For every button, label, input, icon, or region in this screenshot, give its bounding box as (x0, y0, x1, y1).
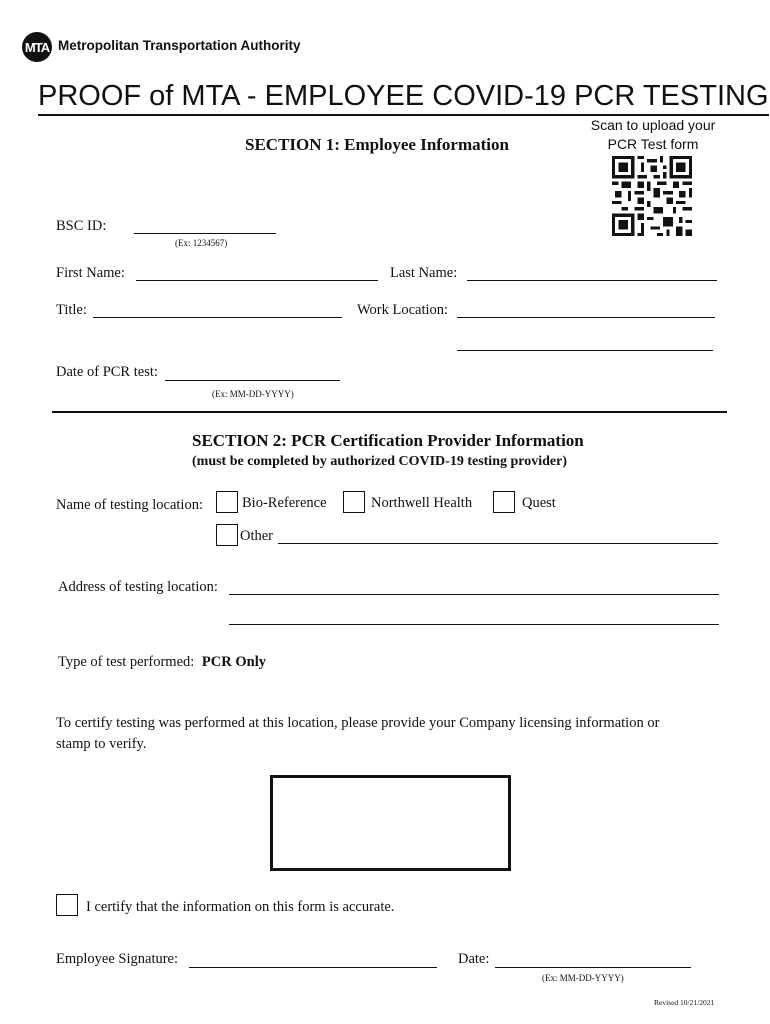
northwell-health-checkbox[interactable] (343, 491, 365, 513)
signature-field[interactable] (189, 967, 437, 968)
qr-caption-line2: PCR Test form (607, 136, 699, 152)
pcr-date-field[interactable] (165, 380, 340, 381)
bsc-id-label: BSC ID: (56, 218, 107, 234)
last-name-field[interactable] (467, 280, 717, 281)
title-label: Title: (56, 302, 87, 318)
mta-logo: MTA (22, 32, 52, 62)
organization-name: Metropolitan Transportation Authority (58, 38, 301, 53)
work-location-field[interactable] (457, 317, 715, 318)
other-label: Other (240, 528, 274, 544)
signature-label: Employee Signature: (56, 951, 179, 967)
form-title: PROOF of MTA - EMPLOYEE COVID-19 PCR TESTING (38, 80, 769, 116)
date-field[interactable] (495, 967, 691, 968)
address-field-line2[interactable] (229, 624, 719, 625)
accuracy-statement: I certify that the information on this form is accurate. (86, 899, 395, 915)
bio-reference-label: Bio-Reference (242, 495, 327, 511)
test-type-label (58, 654, 266, 671)
work-location-label: Work Location: (357, 302, 449, 318)
first-name-field[interactable] (136, 280, 378, 281)
first-name-label: First Name: (56, 265, 125, 281)
title-field[interactable] (93, 317, 342, 318)
section2-heading: SECTION 2: PCR Certification Provider Information (192, 431, 584, 450)
revised-date: Revised 10/21/2021 (654, 998, 715, 1007)
stamp-box[interactable] (270, 775, 511, 871)
bio-reference-checkbox[interactable] (216, 491, 238, 513)
other-field[interactable] (278, 543, 718, 544)
date-hint: (Ex: MM-DD-YYYY) (542, 973, 624, 983)
quest-checkbox[interactable] (493, 491, 515, 513)
accuracy-checkbox[interactable] (56, 894, 78, 916)
pcr-date-hint: (Ex: MM-DD-YYYY) (212, 389, 294, 399)
test-type-label-text: Type of test performed: (58, 654, 195, 670)
qr-code-icon[interactable] (612, 156, 692, 236)
address-field[interactable] (229, 594, 719, 595)
work-location-field-line2[interactable] (457, 350, 713, 351)
certify-instructions (56, 713, 736, 755)
bsc-id-hint: (Ex: 1234567) (175, 238, 228, 248)
quest-label: Quest (522, 495, 556, 511)
certify-instructions-line2: stamp to verify. (56, 736, 147, 752)
last-name-label: Last Name: (390, 265, 458, 281)
pcr-date-label: Date of PCR test: (56, 364, 158, 380)
qr-caption-line1: Scan to upload your (590, 117, 716, 133)
date-label: Date: (458, 951, 490, 967)
section2-subheading: (must be completed by authorized COVID-19 testing provider) (192, 454, 567, 469)
section-divider (52, 411, 727, 413)
certify-instructions-line1: To certify testing was performed at this location, please provide your Company licensing information or (56, 715, 660, 731)
bsc-id-field[interactable] (134, 233, 276, 234)
address-label: Address of testing location: (58, 579, 218, 595)
other-checkbox[interactable] (216, 524, 238, 546)
testing-location-label: Name of testing location: (56, 497, 203, 513)
northwell-health-label: Northwell Health (371, 495, 473, 511)
qr-caption (578, 116, 728, 154)
test-type-value: PCR Only (201, 654, 266, 670)
section1-heading: SECTION 1: Employee Information (245, 135, 509, 154)
